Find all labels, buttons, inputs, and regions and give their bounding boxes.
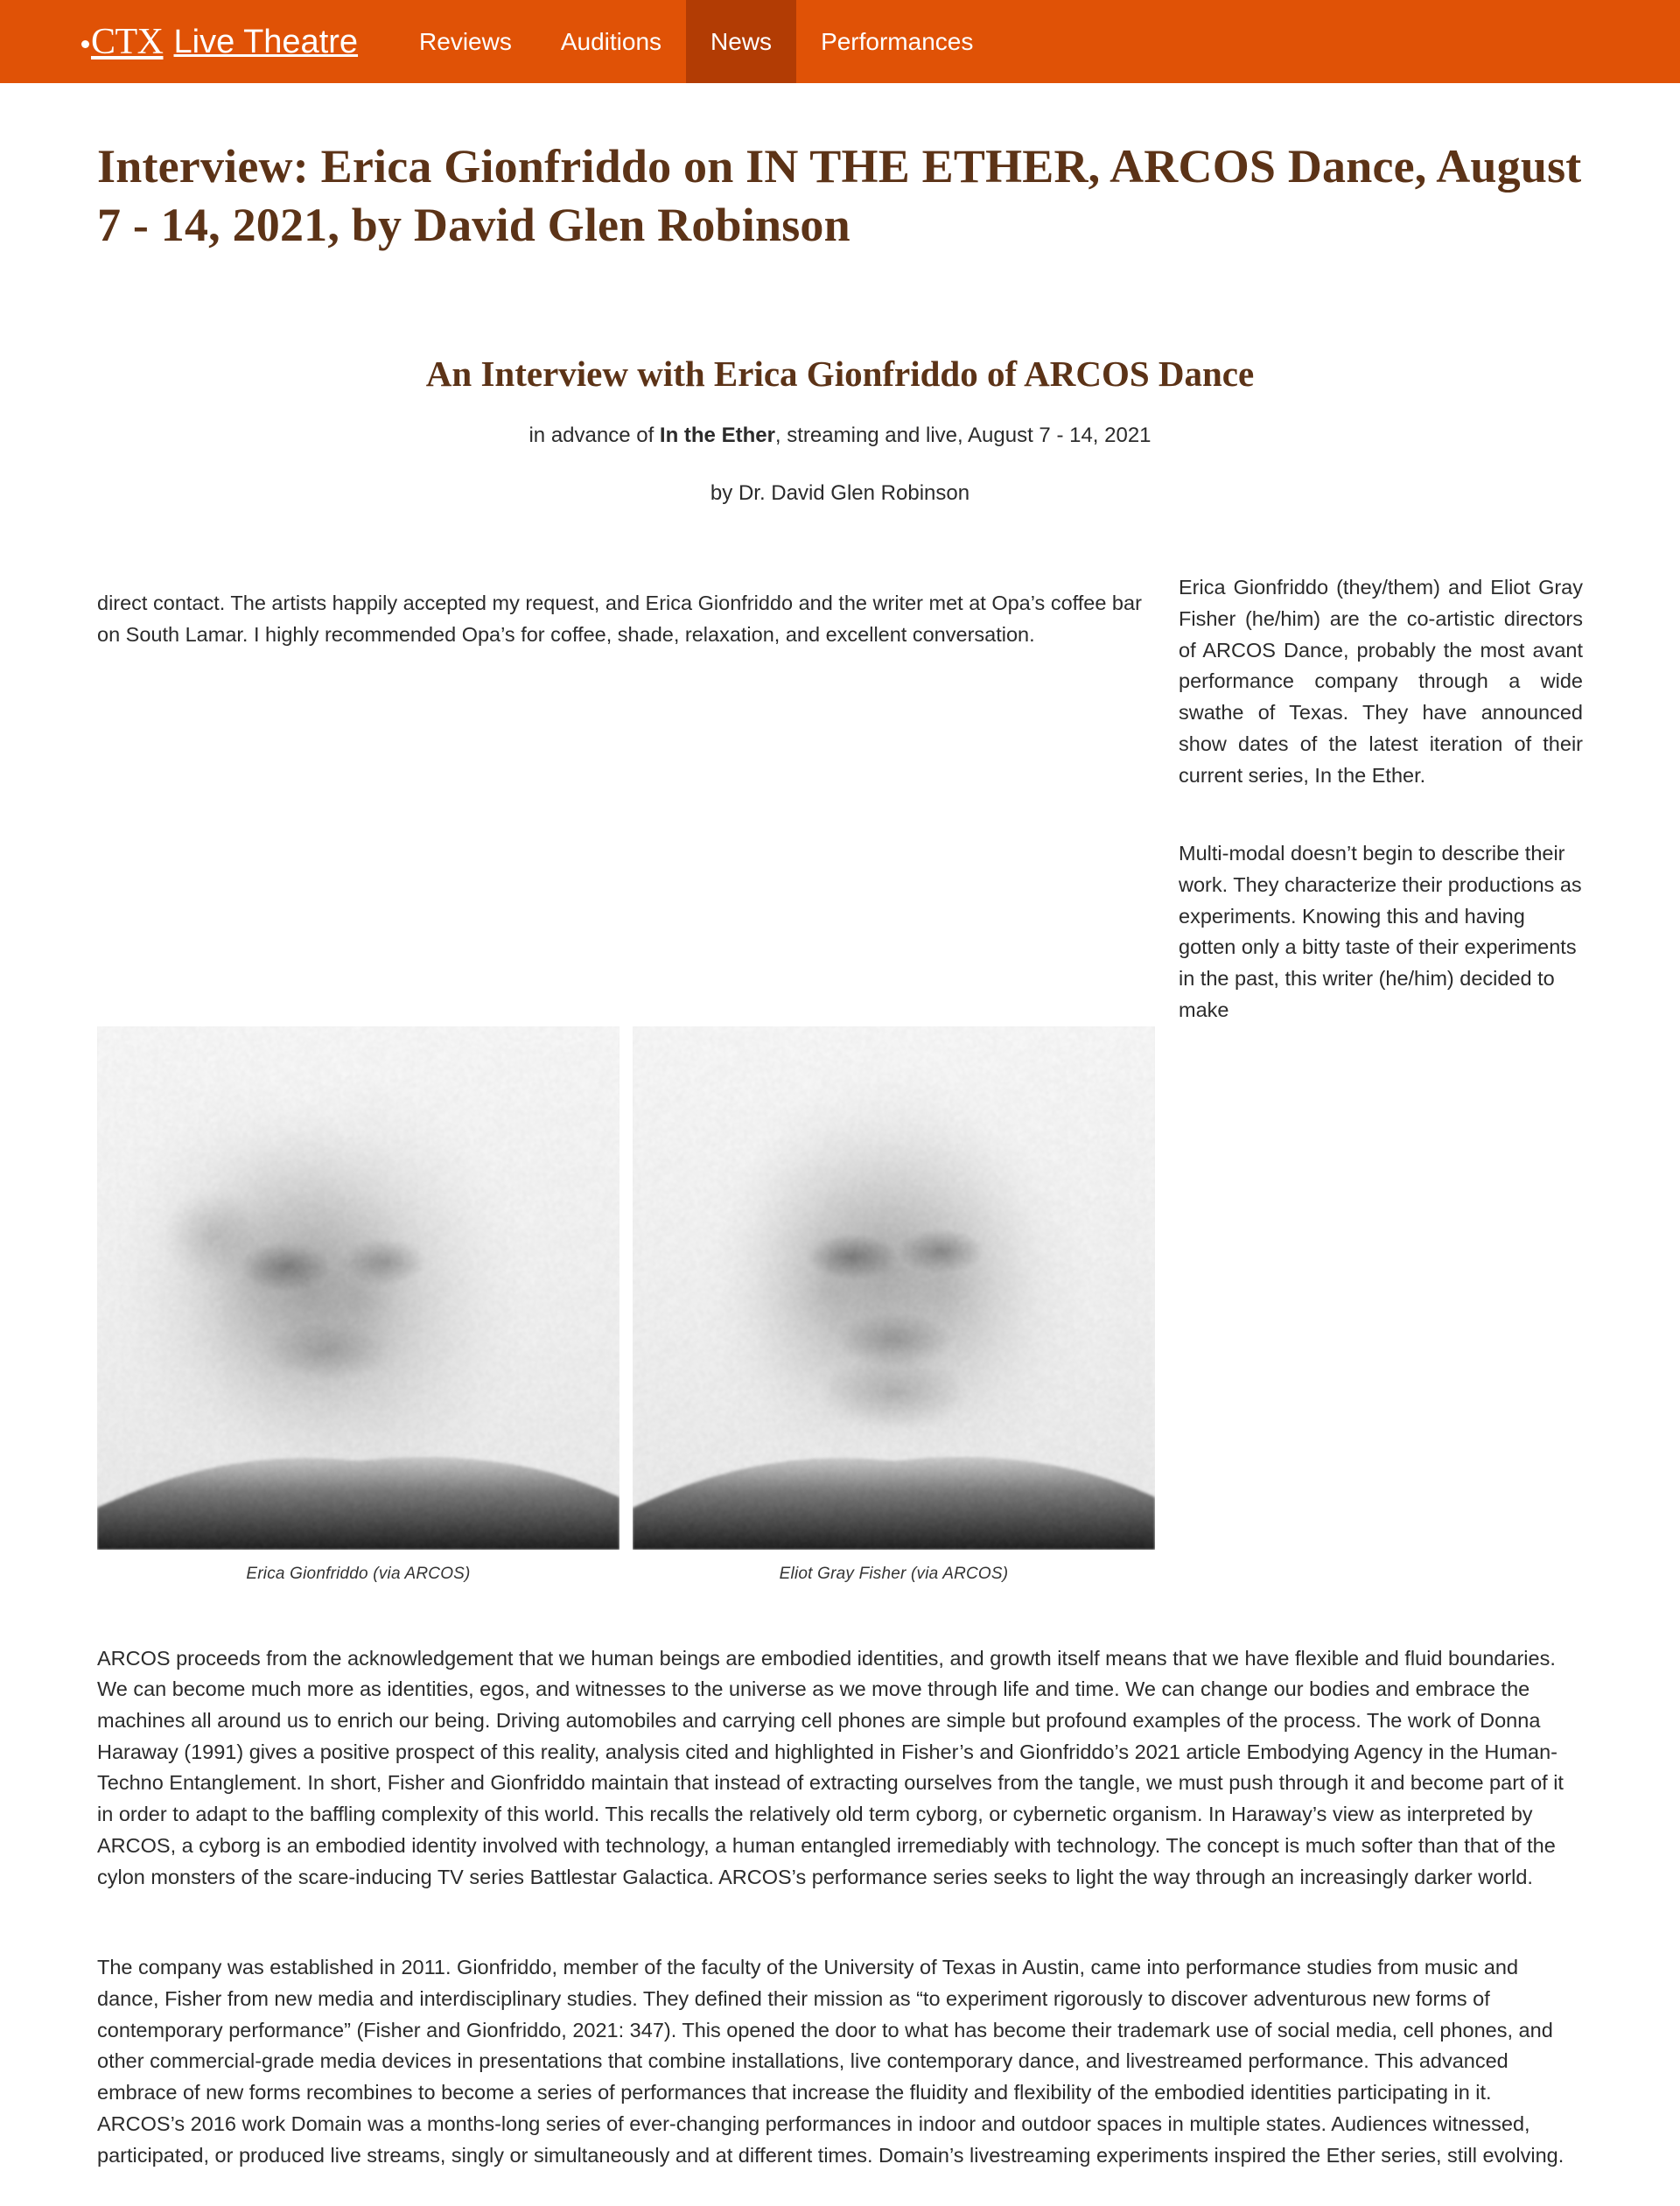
nav-item-performances[interactable]: Performances bbox=[821, 27, 974, 55]
body-paragraph-3: The company was established in 2011. Gionfriddo, member of the faculty of the University of Texas in Austin, came into performance studies from music and dance, Fisher from new media and interdisciplinary studies. They defined their mission as “to experiment rigorously to discover adventurous new forms of contemporary performance” (Fisher and Gionfriddo, 2021: 347). This opened the door to what has become their trademark use of social media, cell phones, and other commercial-grade media devices in presentations that combine installations, live contemporary dance, and livestreamed performance. This advanced embrace of new forms recombines to become a series of performances that increase the fluidity and flexibility of the embodied identities participating in it. ARCOS’s 2016 work Domain was a months-long series of ever-changing performances in indoor and outdoor spaces in multiple states. Audiences witnessed, participated, or produced live streams, singly or simultaneously and at different times. Domain’s livestreaming experiments inspired the Ether series, still evolving. bbox=[97, 1956, 1564, 2167]
logo-ctx-text: CTX bbox=[91, 21, 164, 62]
logo-dot-icon bbox=[81, 40, 89, 48]
site-logo[interactable] bbox=[81, 0, 395, 83]
subline-suffix: , streaming and live, August 7 - 14, 2021 bbox=[774, 424, 1152, 448]
body-paragraph-wrap: direct contact. The artists happily accepted my request, and Erica Gionfriddo and the writer met at Opa’s coffee bar on South Lamar. I highly recommended Opa’s for coffee, shade, relaxation, and excellent conversation. bbox=[97, 592, 1142, 646]
figure-eliot-gray-fisher bbox=[633, 1026, 1155, 1584]
intro-right-column bbox=[1179, 572, 1583, 1026]
site-header bbox=[0, 0, 1680, 83]
photo-eliot-gray-fisher bbox=[633, 1026, 1155, 1550]
photo-erica-canvas bbox=[97, 1026, 620, 1550]
byline: by Dr. David Glen Robinson bbox=[710, 481, 970, 506]
page-title: Interview: Erica Gionfriddo on IN THE ETHER, ARCOS Dance, August 7 - 14, 2021, by David Glen Robinson bbox=[97, 140, 1582, 251]
nav-item-reviews[interactable]: Reviews bbox=[419, 27, 512, 55]
figure-caption-eliot: Eliot Gray Fisher (via ARCOS) bbox=[779, 1564, 1009, 1583]
article-page bbox=[0, 83, 1680, 2206]
subline-show-title: In the Ether bbox=[659, 424, 775, 448]
body-block-2 bbox=[97, 1584, 1583, 1894]
photo-erica-gionfriddo bbox=[97, 1026, 620, 1550]
interview-heading: An Interview with Erica Gionfriddo of ARCOS Dance bbox=[425, 353, 1255, 394]
interview-subline bbox=[97, 397, 1583, 452]
main-navigation bbox=[395, 0, 998, 83]
figure-erica-gionfriddo bbox=[97, 1026, 620, 1584]
body-paragraph-2: ARCOS proceeds from the acknowledgement that we human beings are embodied identities, and growth itself means that we have flexible and fluid boundaries. We can become much more as identities, egos, and witnesses to the universe as we move through life and time. We can change our bodies and embrace the machines all around us to enrich our being. Driving automobiles and carrying cell phones are simple but profound examples of the process. The work of Donna Haraway (1991) gives a positive prospect of this reality, analysis cited and highlighted in Fisher’s and Gionfriddo’s 2021 article Embodying Agency in the Human-Techno Entanglement. In short, Fisher and Gionfriddo maintain that instead of extracting ourselves from the tangle, we must push through it and become part of it in order to adapt to the baffling complexity of this world. This recalls the relatively old term cyborg, or cybernetic organism. In Haraway’s view as interpreted by ARCOS, a cyborg is an embodied identity involved with technology, a human entangled irremediably with technology. The concept is much softer than that of the cylon monsters of the scare-inducing TV series Battlestar Galactica. ARCOS’s performance series seeks to light the way through an increasingly darker world. bbox=[97, 1646, 1564, 1888]
photo-eliot-canvas bbox=[633, 1026, 1155, 1550]
nav-item-news[interactable]: News bbox=[686, 0, 796, 83]
body-block-3 bbox=[97, 1893, 1583, 2171]
nav-item-auditions[interactable]: Auditions bbox=[560, 27, 662, 55]
intro-paragraph-1: Erica Gionfriddo (they/them) and Eliot Gray Fisher (he/him) are the co-artistic directors of ARCOS Dance, probably the most avant performance company through a wide swathe of Texas. They have announced show dates of the latest iteration of their current series, In the Ether. bbox=[1179, 576, 1583, 787]
logo-live-theatre-text: Live Theatre bbox=[173, 23, 359, 60]
article-content bbox=[97, 509, 1583, 1583]
intro-paragraph-2: Multi-modal doesn’t begin to describe their work. They characterize their productions as experiments. Knowing this and having gotten only a bitty taste of their experiments in the past, this writer (he/him) decided to make bbox=[1179, 842, 1582, 1021]
page-bottom-spacer bbox=[97, 2171, 1583, 2206]
portrait-figures bbox=[97, 1026, 1156, 1584]
figure-caption-erica: Erica Gionfriddo (via ARCOS) bbox=[246, 1564, 471, 1583]
subline-prefix: in advance of bbox=[528, 424, 660, 448]
